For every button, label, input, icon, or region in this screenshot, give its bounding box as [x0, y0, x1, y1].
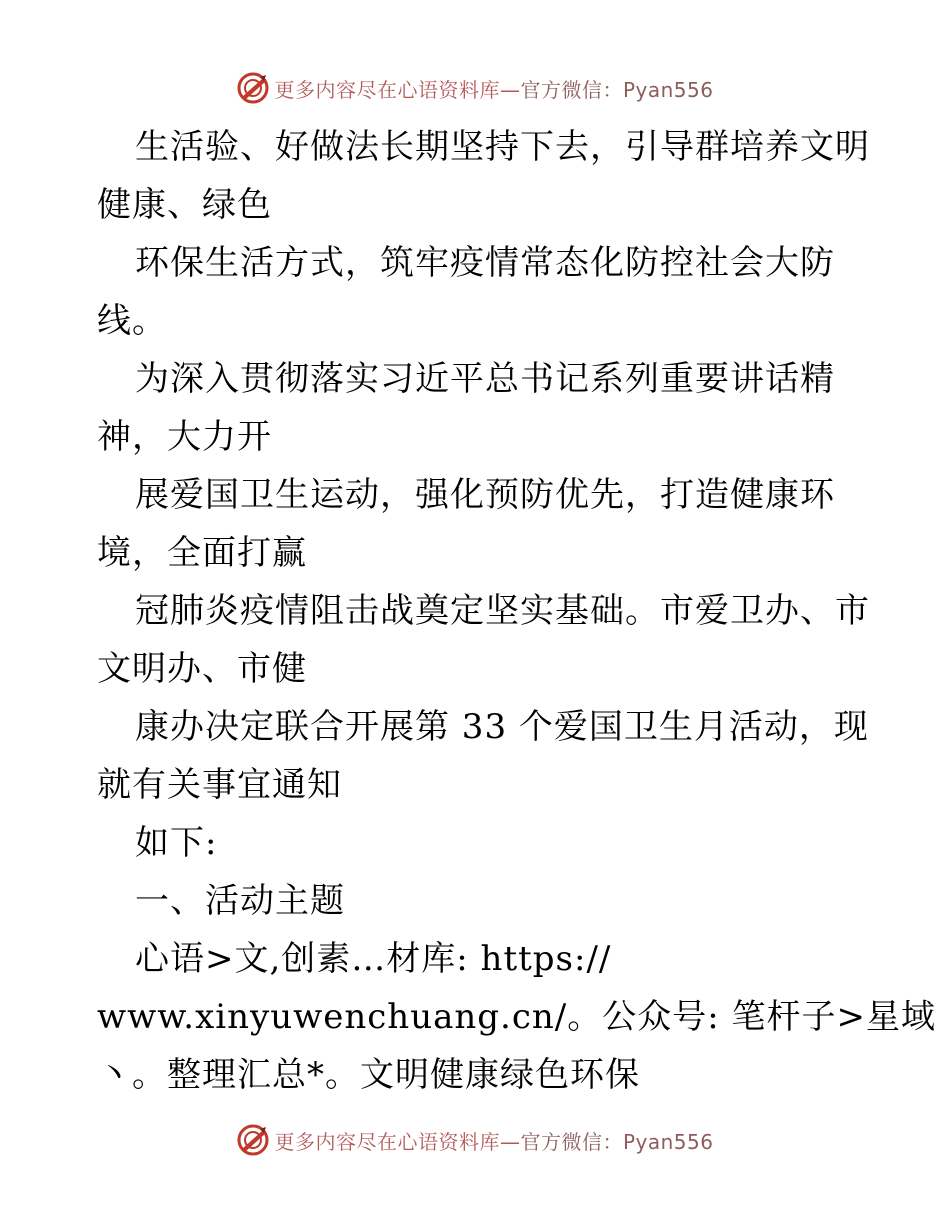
footer-banner-wechat: 官方微信：Pyan556 — [520, 1129, 714, 1154]
text-line — [97, 234, 857, 292]
text-line — [97, 640, 857, 698]
text-line-content: 如下: — [135, 823, 218, 863]
text-line — [97, 350, 857, 408]
text-line-content: 就有关事宜通知 — [97, 765, 342, 805]
text-line-content: 冠肺炎疫情阻击战奠定坚实基础。市爱卫办、市 — [135, 591, 870, 631]
text-line-content: 心语>文,创素…材库: https:// — [135, 939, 612, 979]
text-line — [97, 466, 857, 524]
text-line-content: 丶。整理汇总*。文明健康绿色环保 — [97, 1055, 640, 1095]
header-banner-dash: — — [499, 77, 521, 102]
header-banner-main-text: 更多内容尽在心语资料库 — [274, 77, 500, 102]
document-body — [97, 118, 936, 1104]
brand-logo-icon — [236, 71, 270, 105]
brand-logo-icon — [236, 1123, 270, 1157]
text-line — [97, 872, 857, 930]
text-line-content: 展爱国卫生运动，强化预防优先，打造健康环 — [135, 475, 835, 515]
text-line-content: 一、活动主题 — [135, 881, 345, 921]
footer-banner — [0, 1120, 950, 1160]
text-line-content: 环保生活方式，筑牢疫情常态化防控社会大防 — [135, 243, 835, 283]
text-line-content: 生活验、好做法长期坚持下去，引导群培养文明 — [135, 127, 870, 167]
text-line — [97, 756, 857, 814]
header-banner — [0, 68, 950, 108]
text-line-content: 神，大力开 — [97, 417, 272, 457]
text-line — [97, 582, 870, 640]
text-line — [97, 988, 936, 1046]
footer-banner-main-text: 更多内容尽在心语资料库 — [274, 1129, 500, 1154]
text-line-content: 线。 — [97, 301, 167, 341]
text-line — [97, 698, 869, 756]
footer-banner-dash: — — [499, 1129, 521, 1154]
text-line-content: 境，全面打赢 — [97, 533, 307, 573]
text-line — [97, 930, 857, 988]
text-line — [97, 176, 857, 234]
text-line — [97, 292, 857, 350]
text-line — [97, 524, 857, 582]
text-line-content: 康办决定联合开展第 33 个爱国卫生月活动，现 — [135, 707, 869, 747]
text-line — [97, 814, 857, 872]
text-line — [97, 1046, 857, 1104]
header-banner-wechat: 官方微信：Pyan556 — [520, 77, 714, 102]
text-line-content: www.xinyuwenchuang.cn/。公众号: 笔杆子>星域 — [97, 997, 936, 1037]
text-line — [97, 408, 857, 466]
text-line-content: 为深入贯彻落实习近平总书记系列重要讲话精 — [135, 359, 835, 399]
text-line-content: 文明办、市健 — [97, 649, 307, 689]
text-line-content: 健康、绿色 — [97, 185, 272, 225]
text-line — [97, 118, 870, 176]
